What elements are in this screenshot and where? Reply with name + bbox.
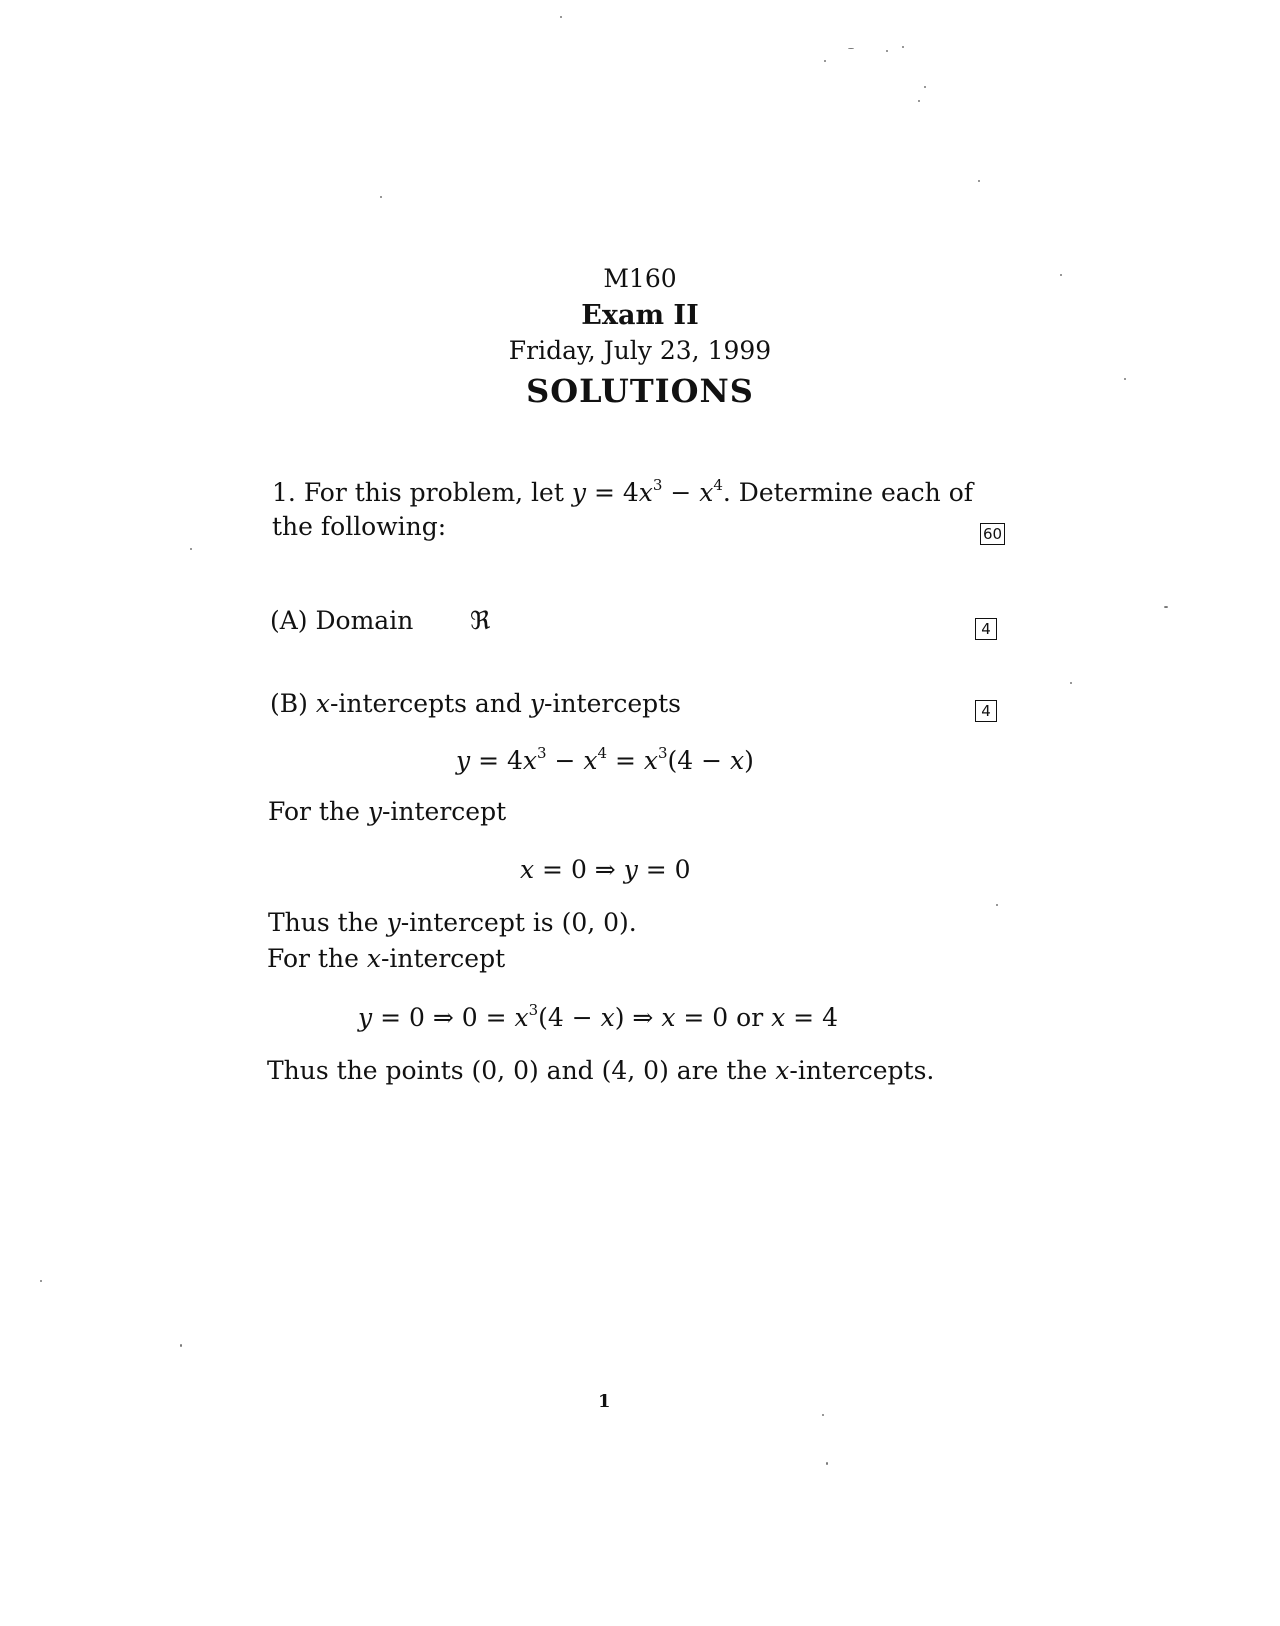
part-b-mid: -intercepts and	[329, 689, 522, 718]
y-result-prefix: Thus the	[268, 908, 379, 937]
part-a-label: (A) Domain	[270, 606, 414, 635]
scan-speck	[902, 46, 904, 48]
problem-intro-text: For this problem, let	[303, 478, 564, 507]
scan-speck	[848, 48, 854, 49]
scan-speck	[1060, 274, 1062, 276]
scan-speck	[978, 180, 980, 182]
exam-date: Friday, July 23, 1999	[508, 336, 772, 365]
scan-speck	[924, 86, 926, 88]
x-intercept-var: x	[366, 944, 381, 973]
y-result-suffix: -intercept is (0, 0).	[400, 908, 637, 937]
points-box-part-b: 4	[975, 700, 997, 722]
scan-speck	[824, 60, 826, 62]
domain-answer: ℜ	[470, 606, 491, 635]
or-word: or	[736, 1003, 764, 1032]
problem-1-intro-line2: the following:	[272, 512, 447, 541]
x-intercept-conclusion	[267, 1056, 934, 1085]
scan-speck	[560, 16, 562, 18]
scan-speck	[918, 100, 920, 102]
scan-speck	[180, 1344, 182, 1347]
page-number: 1	[598, 1391, 611, 1412]
scan-speck	[996, 904, 998, 906]
y-intercept-suffix: -intercept	[381, 797, 507, 826]
course-code: M160	[603, 264, 677, 293]
function-definition: $y = 4x^3 - x^4$	[571, 476, 723, 507]
x-intercept-prefix: For the	[267, 944, 359, 973]
scan-speck	[1070, 682, 1072, 684]
problem-intro-tail: . Determine each of	[722, 478, 974, 507]
y-intercept-prefix: For the	[268, 797, 360, 826]
y-intercept-heading	[268, 797, 506, 826]
y-intercept-equation: x = 0 ⇒ y = 0	[520, 855, 691, 884]
scan-speck	[826, 1462, 828, 1465]
part-b-y-var: y	[529, 689, 544, 718]
x-intercept-heading	[267, 944, 505, 973]
x-intercept-equation: y = 0 ⇒ $0 = x^3(4 - x)$ ⇒ x = 0 or x = 4	[358, 1001, 838, 1032]
x-intercept-suffix: -intercept	[380, 944, 506, 973]
problem-1-intro	[272, 478, 973, 507]
scan-speck	[1124, 378, 1126, 380]
scan-speck	[380, 196, 382, 198]
scan-speck	[1164, 606, 1168, 608]
scan-speck	[190, 548, 192, 550]
part-b-prefix: (B)	[270, 689, 308, 718]
part-b-suffix: -intercepts	[544, 689, 682, 718]
part-b-label	[270, 689, 681, 718]
scan-speck	[40, 1280, 42, 1282]
conclusion-prefix: Thus the points (0, 0) and (4, 0) are the	[267, 1056, 768, 1085]
solutions-heading: SOLUTIONS	[526, 372, 754, 410]
conclusion-suffix: -intercepts.	[789, 1056, 935, 1085]
part-b-x-var: x	[315, 689, 330, 718]
problem-number: 1.	[272, 478, 296, 507]
points-box-part-a: 4	[975, 618, 997, 640]
y-intercept-result	[268, 908, 637, 937]
conclusion-var: x	[775, 1056, 790, 1085]
exam-title: Exam II	[581, 300, 699, 331]
scan-speck	[822, 1414, 824, 1416]
y-result-var: y	[386, 908, 401, 937]
points-box-problem-1: 60	[980, 523, 1005, 545]
factored-equation: $y = 4x^3 - x^4 = x^3(4 - x)$	[456, 744, 754, 775]
y-intercept-var: y	[367, 797, 382, 826]
scan-speck	[886, 50, 888, 52]
